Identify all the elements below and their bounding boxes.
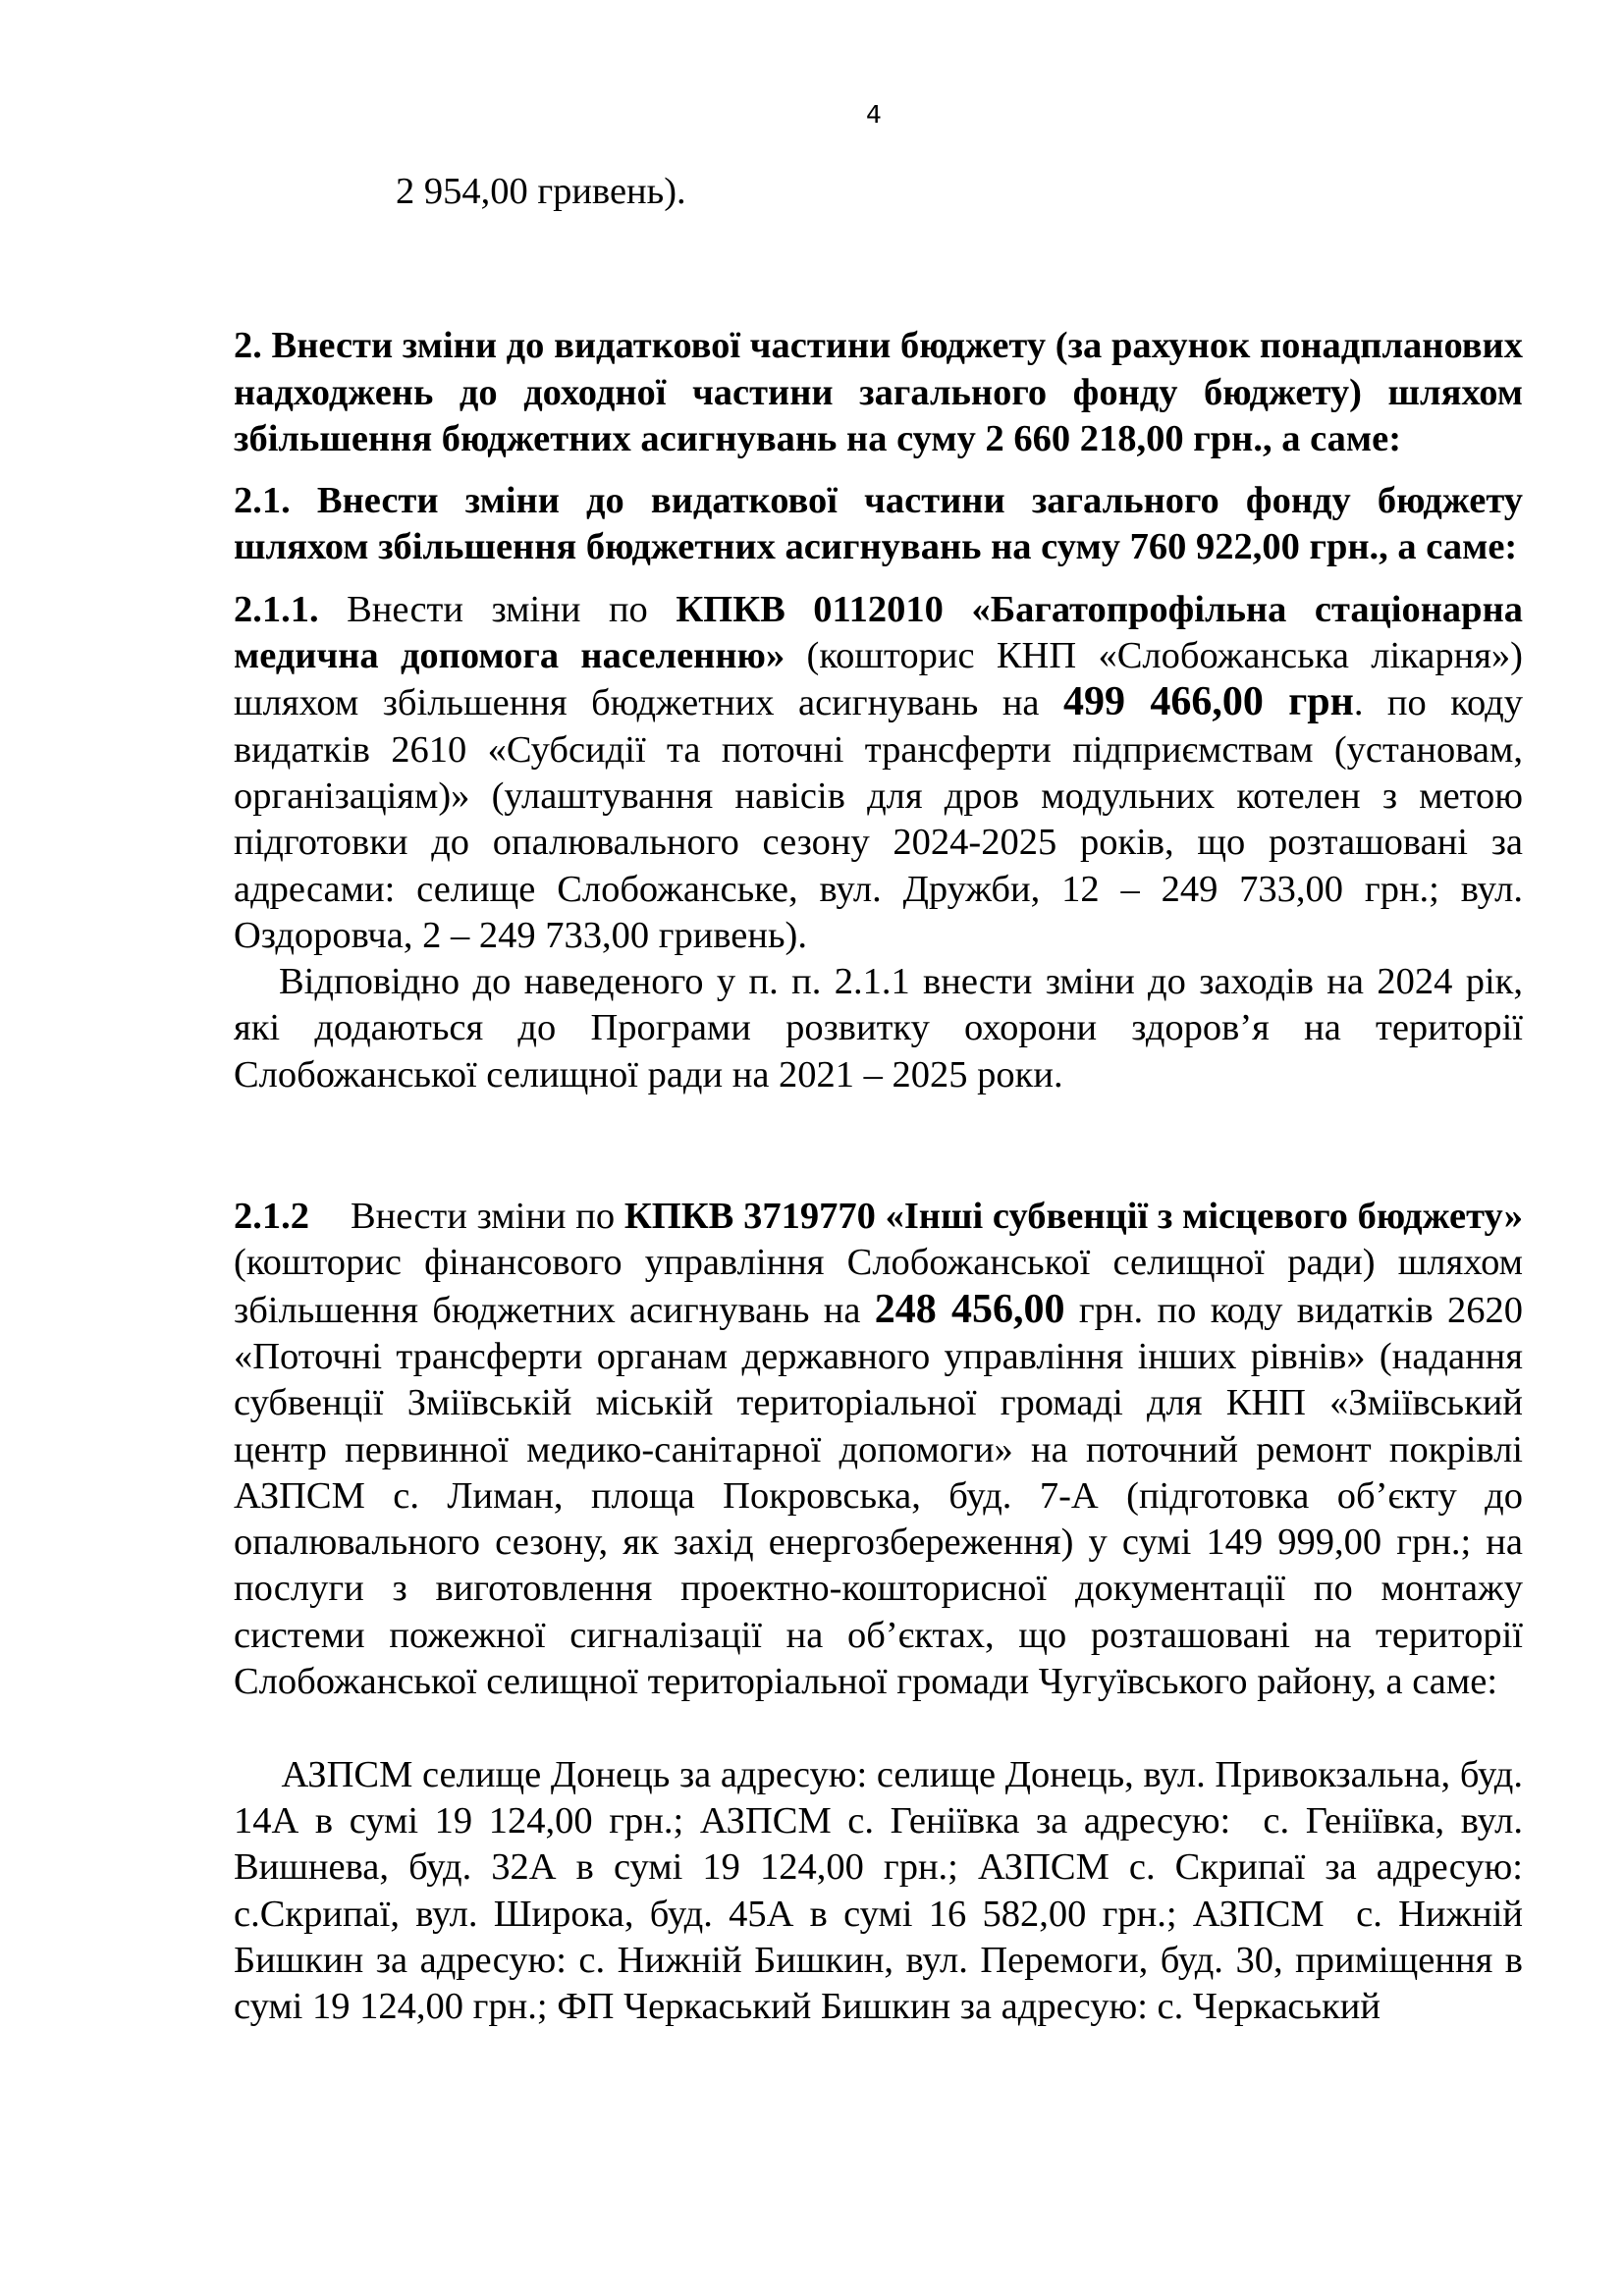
section-2-1-1-text-1: Внести зміни по (318, 588, 677, 630)
section-2-1-2-text-1: Внести зміни по (351, 1196, 624, 1238)
section-2-1-2-list (234, 1705, 1533, 2076)
section-2-1-1-amount: 499 466,00 грн (1063, 679, 1354, 725)
section-2-1-1-kpkv: КПКВ 0112010 «Багатопрофільна стаціонарна медична допомога населенню» (234, 588, 1523, 677)
section-2-1-2-text-2: (кошторис фінансового управління Слобожанської селищної ради) шляхом збільшення бюджетних асигнувань на (234, 1242, 1523, 1331)
document-body (234, 169, 1533, 2077)
section-2-1-2-amount: 248 456,00 (874, 1286, 1065, 1332)
section-2-1-2-list-text: АЗПСМ селище Донець за адресую: селище Донець, вул. Привокзальна, буд. 14А в сумі 19 124,00 грн.; АЗПСМ с. Геніївка за адресую: с. Геніївка, вул. Вишнева, буд. 32А в сумі 19 124,00 грн.; АЗПСМ с. Скрипаї за адресую: с.Скрипаї, вул. Широка, буд. 45А в сумі 16 582,00 грн.; АЗПСМ с. Нижній Бишкин за адресую: с. Нижній Бишкин, вул. Перемоги, буд. 30, приміщення в сумі 19 124,00 грн.; ФП Черкаський Бишкин за адресую: с. Черкаський (234, 1753, 1533, 2028)
continuation-line (234, 169, 1523, 215)
page-number: 4 (866, 100, 882, 129)
continuation-text: 2 954,00 гривень). (396, 171, 686, 212)
section-2-1-heading-text: 2.1. Внести зміни до видаткової частини загального фонду бюджету шляхом збільшення бюджетних асигнувань на суму 760 922,00 грн., а саме: (234, 480, 1523, 568)
section-2-1-2-text-3: грн. по коду видатків 2620 «Поточні трансферти органам державного управління інших рівнів» (надання субвенції Зміївській міській територіальної громаді для КНП «Зміївський центр первинної медико-санітарної допомоги» на поточний ремонт покрівлі АЗПСМ с. Лиман, площа Покровська, буд. 7-А (підготовка об’єкту до опалювального сезону, як захід енергозбереження) у сумі 149 999,00 грн.; на послуги з виготовлення проектно-кошторисної документації по монтажу системи пожежної сигналізації на об’єктах, що розташовані на території Слобожанської селищної територіальної громади Чугуївського району, а саме: (234, 1289, 1523, 1703)
section-2-1-1-number: 2.1.1. (234, 588, 319, 630)
section-2-1-2-number: 2.1.2 (234, 1196, 309, 1238)
section-2-1-heading (234, 478, 1523, 571)
section-2-1-2-kpkv: КПКВ 3719770 «Інші субвенції з місцевого бюджету» (623, 1196, 1523, 1238)
section-2-1-1-paragraph (234, 587, 1523, 959)
section-2-1-1-note-text: Відповідно до наведеного у п. п. 2.1.1 внести зміни до заходів на 2024 рік, які додаються до Програми розвитку охорони здоров’я на території Слобожанської селищної ради на 2021 – 2025 роки. (234, 961, 1523, 1095)
section-2-1-1-note (234, 959, 1523, 1098)
section-2-heading (234, 323, 1523, 462)
section-2-1-1-text-3: . по коду видатків 2610 «Субсидії та поточні трансферти підприємствам (установам, організаціям)» (улаштування навісів для дров модульних котелен з метою підготовки до опалювального сезону 2024-2025 років, що розташовані за адресами: селище Слобожанське, вул. Дружби, 12 – 249 733,00 грн.; вул. Оздоровча, 2 – 249 733,00 гривень). (234, 682, 1523, 956)
section-2-1-2-paragraph (234, 1194, 1523, 1705)
section-2-heading-text: 2. Внести зміни до видаткової частини бюджету (за рахунок понадпланових надходжень до доходної частини загального фонду бюджету) шляхом збільшення бюджетних асигнувань на суму 2 660 218,00 грн., а саме: (234, 325, 1523, 459)
section-2-1-1-text-2: (кошторис КНП «Слобожанська лікарня») шляхом збільшення бюджетних асигнувань на (234, 635, 1523, 724)
